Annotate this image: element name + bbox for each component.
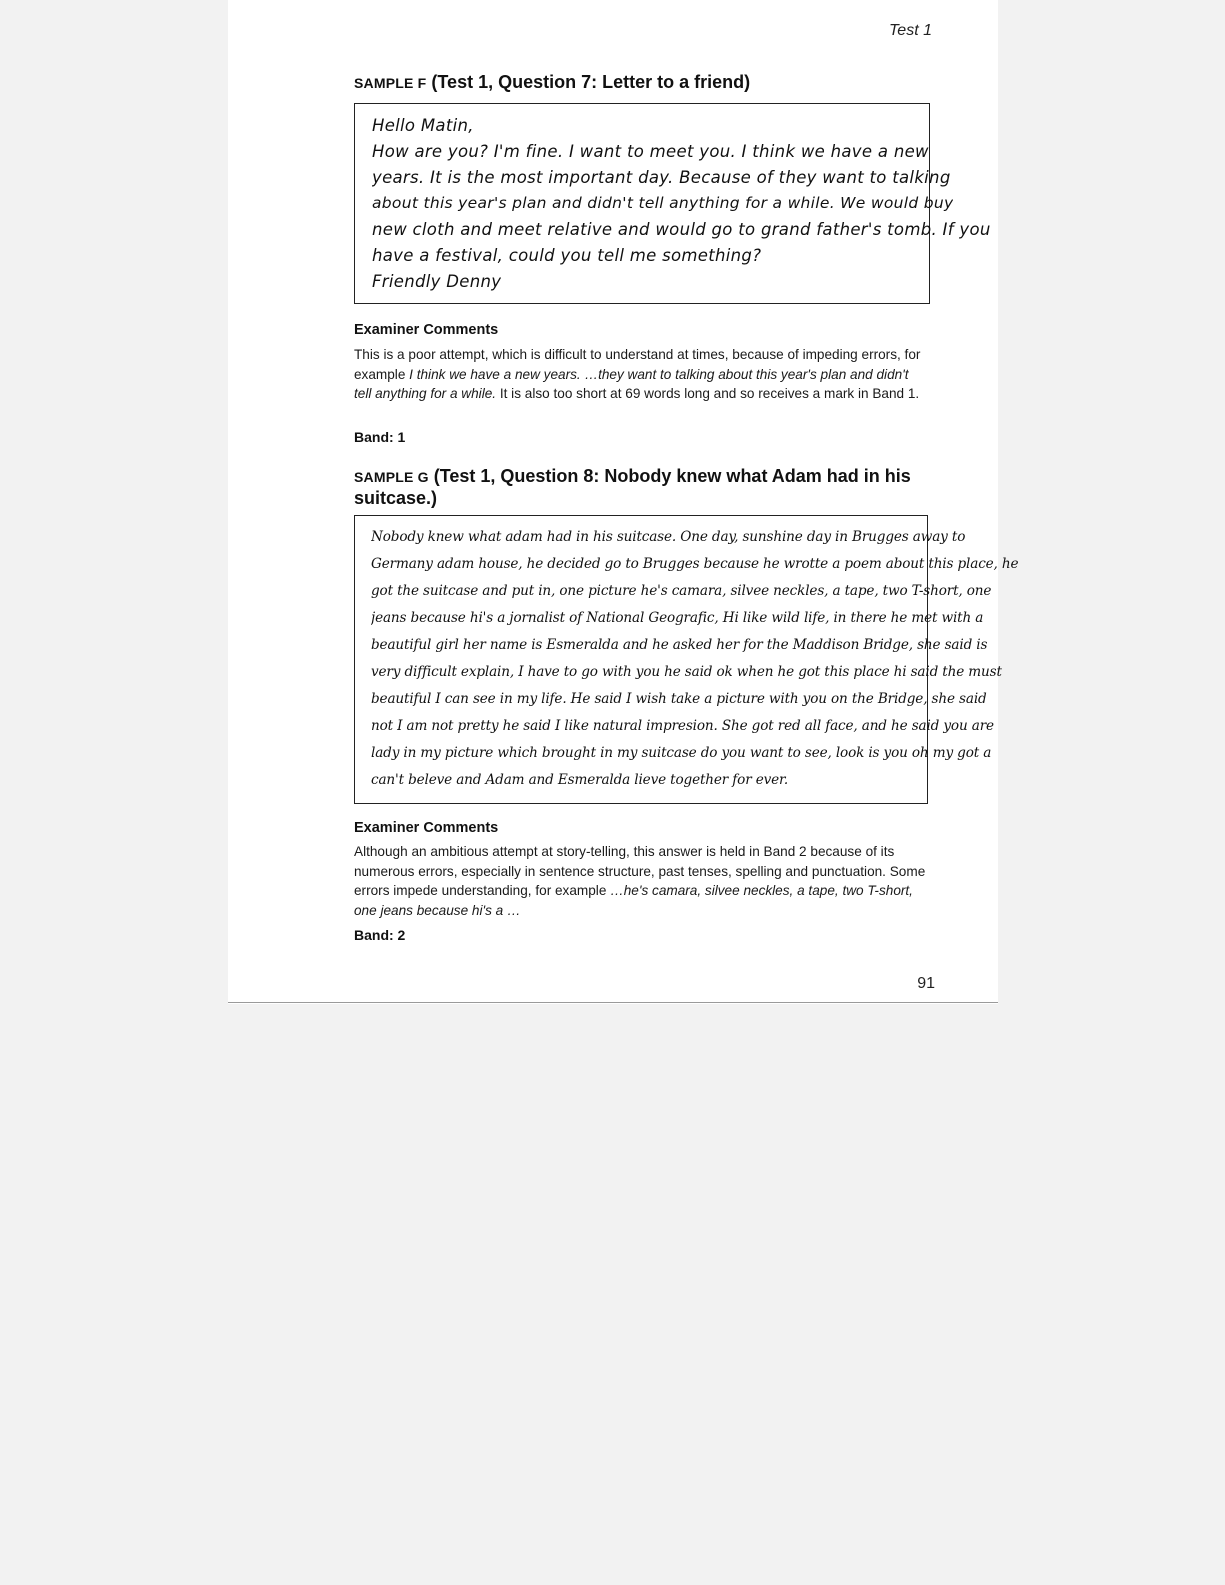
sample-f-line-1: Hello Matin,: [372, 116, 474, 135]
sample-f-comment-text-1: This is a poor attempt, which is difficult to understand at times, because of impeding errors, for example: [354, 347, 921, 382]
sample-g-comment: [354, 842, 928, 920]
page-bottom-rule: [228, 1002, 998, 1003]
sample-g-handwriting-box: [354, 515, 1019, 804]
sample-f-line-6: have a festival, could you tell me something?: [372, 246, 762, 265]
sample-g-line-4: jeans because hi's a jornalist of National Geografic, Hi like wild life, in there he met with a: [371, 610, 984, 626]
sample-g-line-7: beautiful I can see in my life. He said I wish take a picture with you on the Bridge, she said: [371, 691, 987, 707]
sample-f-line-3: years. It is the most important day. Because of they want to talking: [372, 168, 951, 187]
running-head: Test 1: [889, 22, 932, 39]
sample-f-comments-label: Examiner Comments: [354, 322, 499, 338]
sample-g-heading: [354, 466, 934, 509]
sample-g-line-1: Nobody knew what adam had in his suitcase. One day, sunshine day in Brugges away to: [371, 529, 966, 545]
sample-f-tag: SAMPLE F: [354, 75, 427, 91]
sample-f-comment-text-2: It is also too short at 69 words long and so receives a mark in Band 1.: [496, 386, 920, 401]
sample-g-tag: SAMPLE G: [354, 469, 429, 485]
sample-f-line-7: Friendly Denny: [372, 272, 502, 291]
sample-g-band: Band: 2: [354, 927, 406, 943]
sample-f-title: (Test 1, Question 7: Letter to a friend): [431, 72, 751, 92]
sample-g-comment-text: Although an ambitious attempt at story-telling, this answer is held in Band 2 because of its numerous errors, especially in sentence structure, past tenses, spelling and punctuation. Some errors impede understanding, for example: [354, 844, 926, 898]
sample-g-line-6: very difficult explain, I have to go with you he said ok when he got this place hi said the must: [371, 664, 1002, 680]
sample-g-line-9: lady in my picture which brought in my suitcase do you want to see, look is you oh my got a: [371, 745, 992, 761]
sample-f-heading: [354, 72, 934, 94]
book-page: [228, 0, 1019, 1004]
page-number: 91: [917, 975, 935, 992]
sample-f-comment: [354, 345, 928, 404]
sample-g-line-10: can't beleve and Adam and Esmeralda lieve together for ever.: [371, 772, 789, 788]
sample-g-comments-label: Examiner Comments: [354, 820, 499, 836]
sample-g-line-3: got the suitcase and put in, one picture he's camara, silvee neckles, a tape, two T-short, one: [371, 583, 992, 599]
sample-g-line-8: not I am not pretty he said I like natural impresion. She got red all face, and he said you are: [371, 718, 994, 734]
sample-f-comment-example: I think we have a new years. …they want to talking about this year's plan and didn't tell anything for a while.: [354, 366, 909, 401]
sample-g-comment-example: …he's camara, silvee neckles, a tape, two T-short, one jeans because hi's a …: [354, 883, 913, 918]
sample-g-line-5: beautiful girl her name is Esmeralda and he asked her for the Maddison Bridge, she said is: [371, 637, 988, 653]
sample-g-title: (Test 1, Question 8: Nobody knew what Adam had in his suitcase.): [354, 466, 911, 508]
sample-g-line-2: Germany adam house, he decided go to Brugges because he wrotte a poem about this place, he: [371, 556, 1019, 572]
sample-f-band: Band: 1: [354, 429, 406, 445]
sample-f-line-2: How are you? I'm fine. I want to meet you. I think we have a new: [372, 142, 929, 161]
sample-f-line-4: about this year's plan and didn't tell anything for a while. We would buy: [372, 194, 954, 212]
sample-f-handwriting-box: [354, 103, 991, 304]
sample-f-line-5: new cloth and meet relative and would go to grand father's tomb. If you: [372, 220, 991, 239]
